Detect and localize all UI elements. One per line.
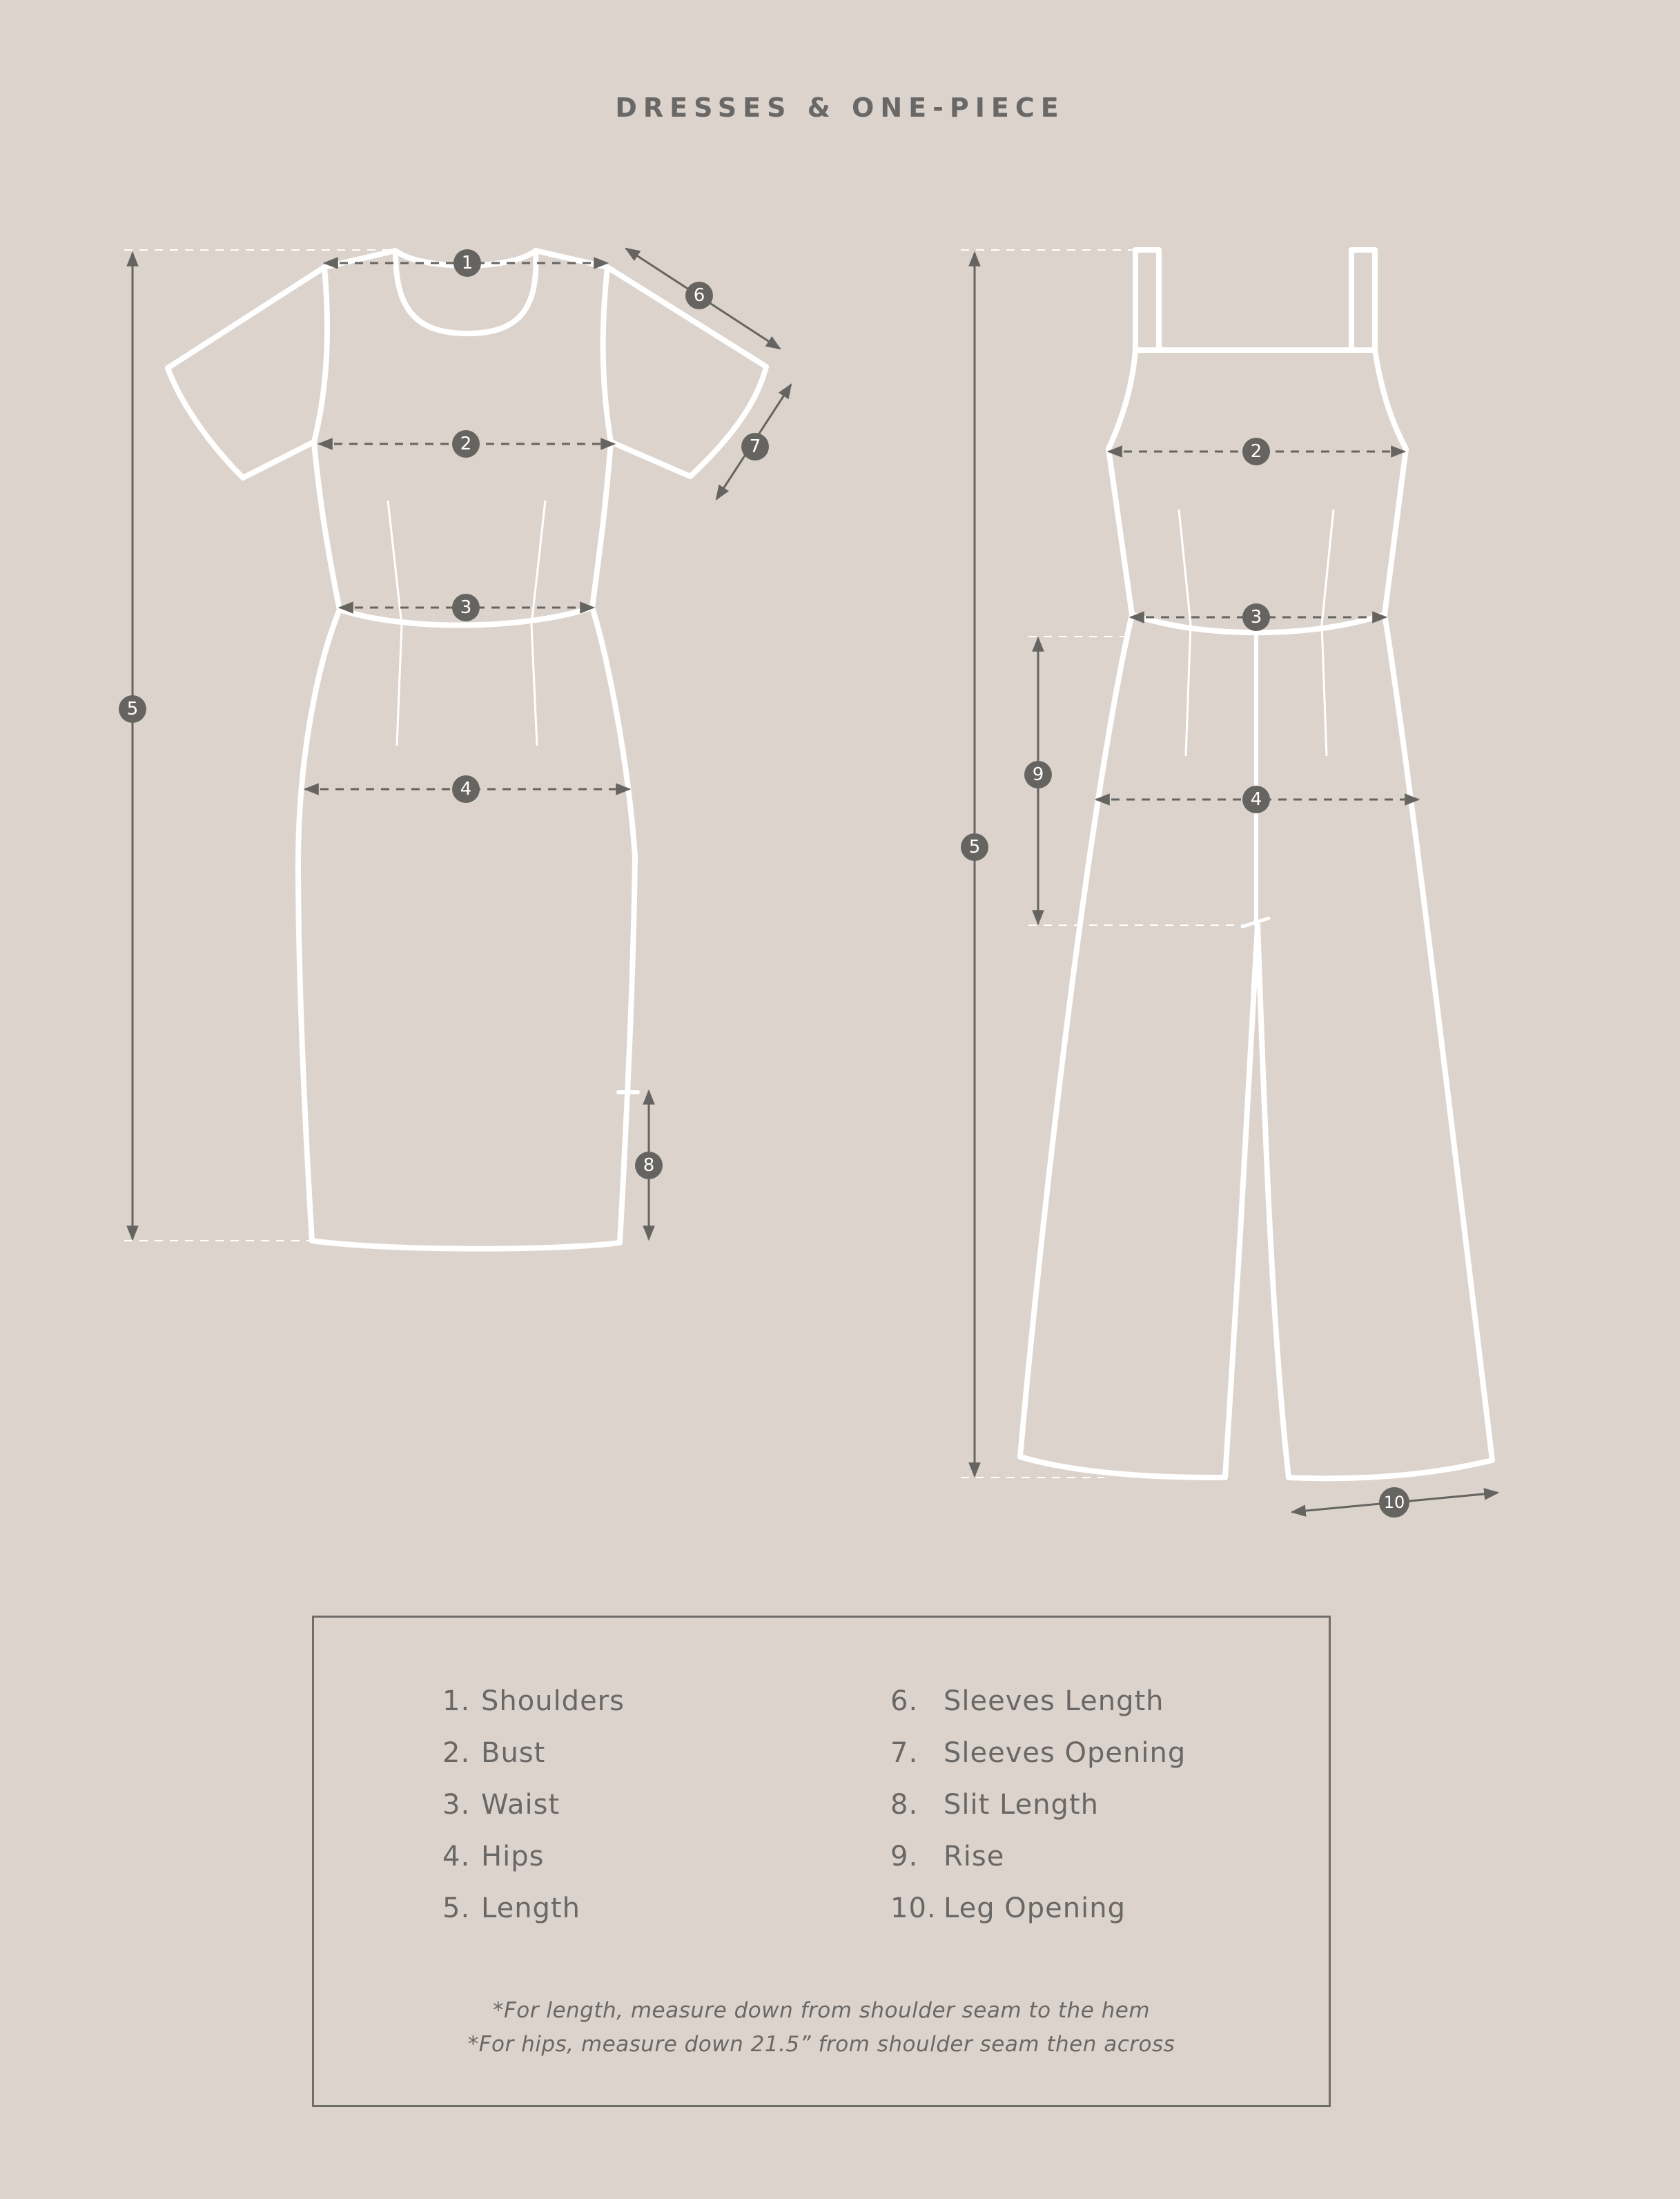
jumpsuit-badge-waist bbox=[1242, 603, 1270, 631]
dress-badge-waist bbox=[452, 594, 480, 621]
dress-badge-hips bbox=[452, 775, 480, 803]
legend-number: 4. bbox=[442, 1841, 471, 1872]
legend-label: Slit Length bbox=[944, 1789, 1099, 1821]
legend-label: Waist bbox=[481, 1789, 560, 1821]
legend-label: Leg Opening bbox=[944, 1892, 1126, 1924]
dress-badge-length bbox=[119, 695, 146, 723]
legend-item-length bbox=[442, 1892, 625, 1944]
legend-box bbox=[312, 1616, 1331, 2107]
dress-badge-slit-length bbox=[635, 1152, 663, 1179]
legend-item-slit-length bbox=[890, 1789, 1186, 1841]
dress-dart-right bbox=[531, 501, 545, 625]
jumpsuit-right-strap bbox=[1351, 250, 1375, 350]
legend-label: Sleeves Opening bbox=[944, 1737, 1186, 1769]
legend-item-sleeves-length bbox=[890, 1685, 1186, 1737]
dress-dart-left-lower bbox=[397, 625, 402, 746]
legend-item-hips bbox=[442, 1841, 625, 1892]
jumpsuit-left-strap bbox=[1135, 250, 1159, 350]
dress-badge-bust bbox=[452, 430, 480, 458]
legend-item-bust bbox=[442, 1737, 625, 1789]
jumpsuit-badge-rise bbox=[1024, 761, 1052, 788]
legend-item-leg-opening bbox=[890, 1892, 1186, 1944]
dress-dart-left bbox=[388, 501, 402, 625]
legend-item-sleeves-opening bbox=[890, 1737, 1186, 1789]
jumpsuit-dart-left bbox=[1179, 510, 1191, 625]
legend-number: 8. bbox=[890, 1789, 919, 1821]
jumpsuit-dart-right-lower bbox=[1322, 625, 1327, 756]
svg-text:4: 4 bbox=[460, 779, 472, 800]
dress-dart-right-lower bbox=[531, 625, 537, 746]
svg-text:5: 5 bbox=[968, 837, 981, 858]
svg-text:3: 3 bbox=[460, 597, 472, 618]
svg-text:2: 2 bbox=[460, 434, 472, 454]
legend-label: Rise bbox=[944, 1841, 1005, 1872]
jumpsuit-illustration bbox=[961, 250, 1498, 1518]
dress-badge-sleeves-length bbox=[685, 282, 713, 309]
legend-label: Length bbox=[481, 1892, 580, 1924]
dress-illustration bbox=[119, 249, 791, 1249]
svg-text:10: 10 bbox=[1383, 1493, 1405, 1512]
legend-number: 7. bbox=[890, 1737, 919, 1769]
page-title: DRESSES & ONE-PIECE bbox=[615, 93, 1065, 123]
dress-badge-sleeves-opening bbox=[741, 433, 769, 461]
svg-text:4: 4 bbox=[1250, 789, 1262, 810]
legend-label: Shoulders bbox=[481, 1685, 625, 1717]
dress-armhole-right bbox=[603, 267, 611, 442]
jumpsuit-badge-length bbox=[961, 833, 988, 861]
svg-text:8: 8 bbox=[643, 1155, 655, 1176]
legend-number: 3. bbox=[442, 1789, 471, 1821]
svg-text:1: 1 bbox=[461, 253, 473, 273]
jumpsuit-badge-leg-opening bbox=[1379, 1487, 1409, 1518]
legend-number: 10. bbox=[890, 1892, 937, 1924]
svg-text:6: 6 bbox=[693, 285, 705, 306]
svg-text:3: 3 bbox=[1250, 607, 1262, 628]
dress-armhole-left bbox=[314, 267, 327, 442]
svg-text:2: 2 bbox=[1250, 441, 1262, 462]
note-length: *For length, measure down from shoulder seam to the hem bbox=[492, 1998, 1151, 2023]
legend-item-shoulders bbox=[442, 1685, 625, 1737]
legend-number: 2. bbox=[442, 1737, 471, 1769]
jumpsuit-badge-bust bbox=[1242, 438, 1270, 465]
legend-label: Sleeves Length bbox=[944, 1685, 1164, 1717]
legend-item-waist bbox=[442, 1789, 625, 1841]
dress-badge-shoulders bbox=[453, 249, 481, 277]
legend-number: 6. bbox=[890, 1685, 919, 1717]
svg-text:7: 7 bbox=[749, 436, 761, 457]
legend-label: Hips bbox=[481, 1841, 545, 1872]
jumpsuit-dart-right bbox=[1322, 510, 1334, 625]
note-hips: *For hips, measure down 21.5” from shoulder seam then across bbox=[467, 2032, 1175, 2057]
legend-label: Bust bbox=[481, 1737, 546, 1769]
jumpsuit-badge-hips bbox=[1242, 786, 1270, 813]
legend-number: 1. bbox=[442, 1685, 471, 1717]
legend-number: 5. bbox=[442, 1892, 471, 1924]
svg-text:9: 9 bbox=[1032, 764, 1044, 785]
svg-text:5: 5 bbox=[126, 699, 139, 719]
jumpsuit-dart-left-lower bbox=[1186, 625, 1191, 756]
legend-item-rise bbox=[890, 1841, 1186, 1892]
measurement-notes bbox=[314, 1994, 1329, 2062]
legend-column-left bbox=[442, 1685, 625, 1944]
dress-outline bbox=[168, 251, 766, 1249]
legend-number: 9. bbox=[890, 1841, 919, 1872]
legend-column-right bbox=[890, 1685, 1186, 1944]
